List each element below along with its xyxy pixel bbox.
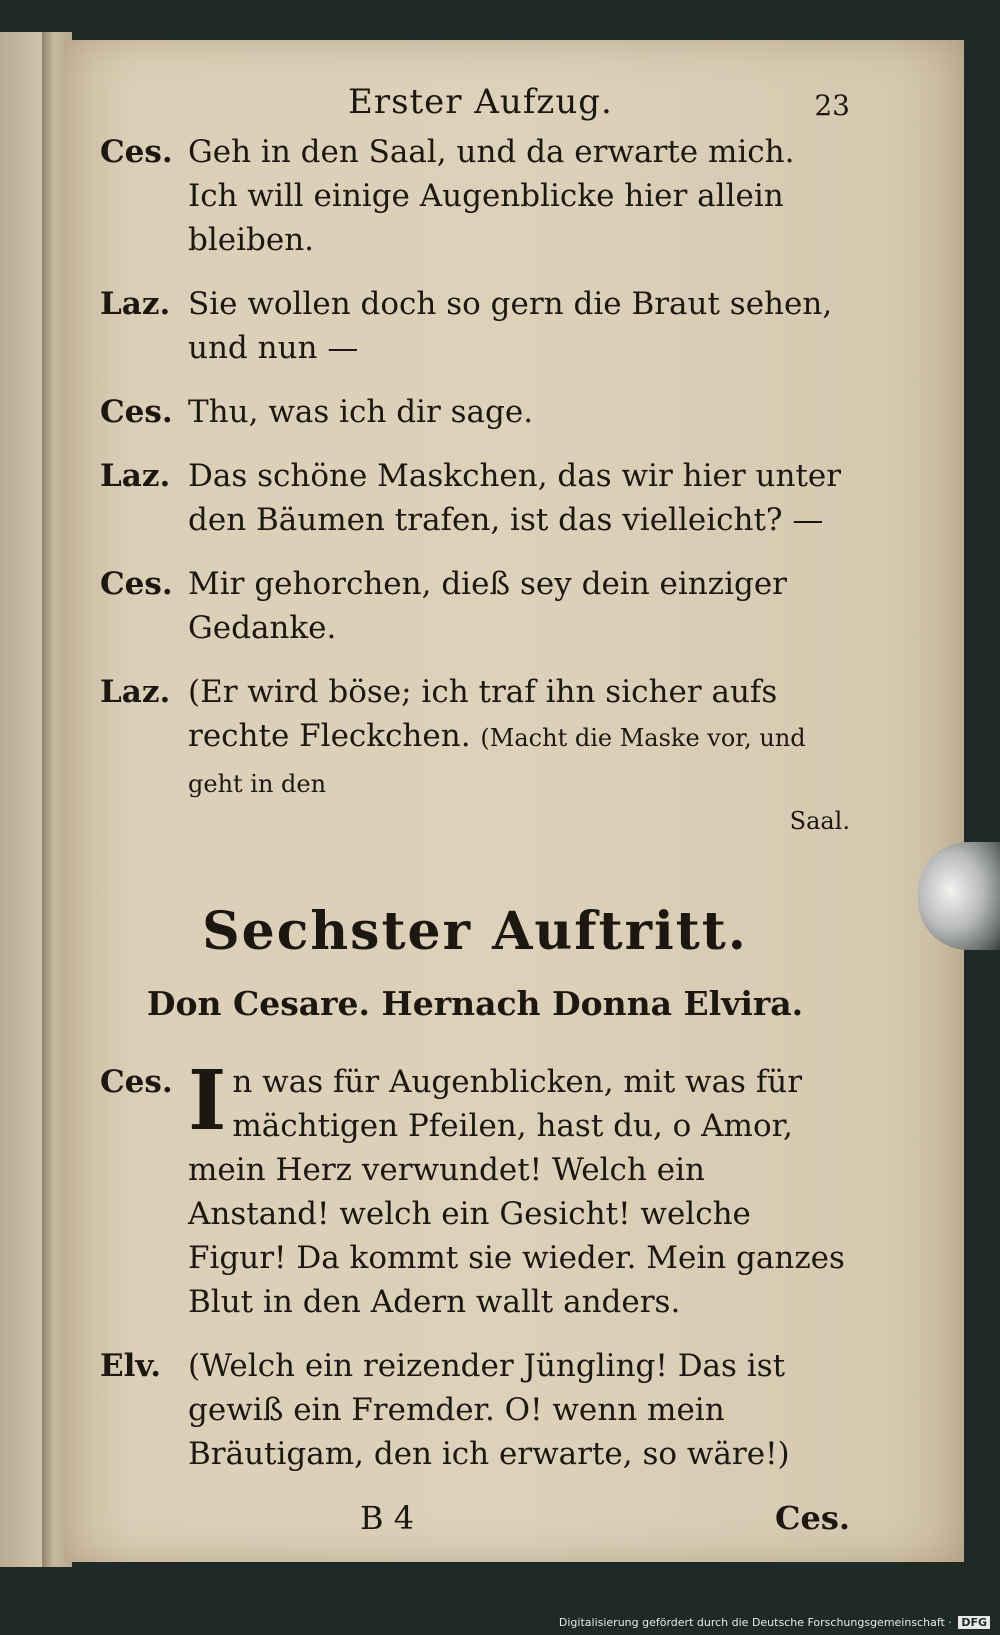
speech-text: Sie wollen doch so gern die Braut sehen, und nun —	[188, 286, 833, 366]
page-footer	[100, 1496, 850, 1546]
speaker: Ces.	[100, 394, 173, 430]
signature-mark: B 4	[360, 1499, 415, 1537]
speech-text: n was für Augenblicken, mit was für mächtigen Pfeilen, hast du, o Amor, mein Herz verwundet! Welch ein Anstand! welch ein Gesicht! welche Figur! Da kommt sie wieder. Mein ganzes Blut in den Adern wallt anders.	[188, 1064, 845, 1320]
speaker: Elv.	[100, 1348, 162, 1384]
running-title: Erster Aufzug.	[348, 82, 613, 122]
page-text	[100, 70, 850, 1546]
stage-direction-end: Saal.	[789, 807, 850, 835]
speaker: Laz.	[100, 458, 171, 494]
speech	[100, 1053, 850, 1324]
scene-heading: Sechster Auftritt.	[202, 901, 748, 962]
dfg-logo: DFG	[958, 1616, 990, 1629]
speech-text: Geh in den Saal, und da erwarte mich. Ich will einige Augenblicke hier allein bleiben.	[188, 134, 795, 258]
catchword: Ces.	[775, 1499, 850, 1537]
speech	[100, 1344, 850, 1476]
speech-text: Thu, was ich dir sage.	[188, 394, 534, 430]
speech-text: Mir gehorchen, dieß sey dein einziger Gedanke.	[188, 566, 788, 646]
speech-text: Das schöne Maskchen, das wir hier unter den Bäumen trafen, ist das vielleicht? —	[188, 458, 842, 538]
speech	[100, 282, 850, 370]
stage-direction: (Macht die Maske vor, und geht in den	[188, 724, 806, 798]
speech-text: (Welch ein reizender Jüngling! Das ist gewiß ein Fremder. O! wenn mein Bräutigam, den ich erwarte, so wäre!)	[188, 1348, 790, 1472]
speech	[100, 562, 850, 650]
speaker: Laz.	[100, 674, 171, 710]
page-number: 23	[814, 89, 850, 122]
speaker: Laz.	[100, 286, 171, 322]
drop-cap: I	[188, 1053, 227, 1149]
scene-persons: Don Cesare. Hernach Donna Elvira.	[146, 984, 804, 1023]
digitization-credit	[559, 1616, 990, 1629]
speaker: Ces.	[100, 1064, 173, 1100]
speech	[100, 390, 850, 434]
speech-text: (Er wird böse; ich traf ihn sicher aufs rechte Fleckchen.	[188, 674, 778, 754]
credit-text: Digitalisierung gefördert durch die Deutsche Forschungsgemeinschaft ·	[558, 1616, 952, 1629]
speech	[100, 454, 850, 542]
running-header	[100, 70, 850, 130]
speaker: Ces.	[100, 566, 173, 602]
speech	[100, 670, 850, 836]
page-clip	[918, 842, 1000, 950]
speaker: Ces.	[100, 134, 173, 170]
speech	[100, 130, 850, 262]
